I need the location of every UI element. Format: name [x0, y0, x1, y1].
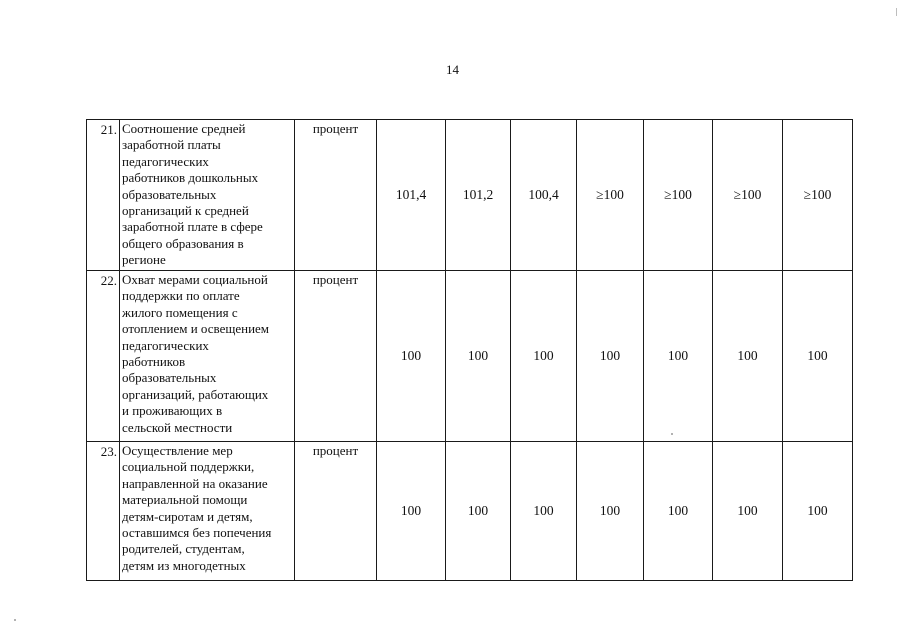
indicator-name-cell: Охват мерами социальной поддержки по оплате жилого помещения с отоплением и освещением педагогических работников образовательных организаций, работающих и проживающих в сельской местности — [120, 271, 295, 442]
value-cell: 101,4 — [377, 120, 446, 271]
indicator-table — [86, 119, 853, 581]
value-cell: 100 — [377, 442, 446, 581]
scan-speck — [14, 619, 16, 621]
value-cell: ≥100 — [644, 120, 713, 271]
unit-cell: процент — [295, 442, 377, 581]
value-cell: ≥100 — [713, 120, 783, 271]
value-cell: 101,2 — [446, 120, 511, 271]
scan-edge-mark — [896, 8, 897, 16]
value-cell: 100 — [511, 271, 577, 442]
value-cell: 100 — [644, 442, 713, 581]
indicator-name-cell: Осуществление мер социальной поддержки, направленной на оказание материальной помощи детям-сиротам и детям, оставшимся без попечения родителей, студентам, детям из многодетных — [120, 442, 295, 581]
value-cell: 100 — [783, 442, 853, 581]
row-number-cell: 23. — [87, 442, 120, 581]
value-cell: ≥100 — [783, 120, 853, 271]
row-number-cell: 22. — [87, 271, 120, 442]
value-cell: 100 — [511, 442, 577, 581]
value-cell: 100 — [577, 271, 644, 442]
value-cell: 100 — [577, 442, 644, 581]
table-row — [87, 120, 853, 271]
table-row — [87, 271, 853, 442]
value-cell: 100 — [446, 271, 511, 442]
page-number: 14 — [446, 62, 459, 77]
value-cell: 100 — [713, 271, 783, 442]
indicator-name-cell: Соотношение средней заработной платы педагогических работников дошкольных образовательных организаций к средней заработной плате в сфере общего образования в регионе — [120, 120, 295, 271]
unit-cell: процент — [295, 271, 377, 442]
value-cell: 100 — [644, 271, 713, 442]
table-row — [87, 442, 853, 581]
row-number-cell: 21. — [87, 120, 120, 271]
value-cell: 100 — [783, 271, 853, 442]
value-cell: ≥100 — [577, 120, 644, 271]
value-cell: 100 — [446, 442, 511, 581]
scan-speck — [671, 433, 673, 435]
value-cell: 100 — [713, 442, 783, 581]
unit-cell: процент — [295, 120, 377, 271]
value-cell: 100 — [377, 271, 446, 442]
value-cell: 100,4 — [511, 120, 577, 271]
